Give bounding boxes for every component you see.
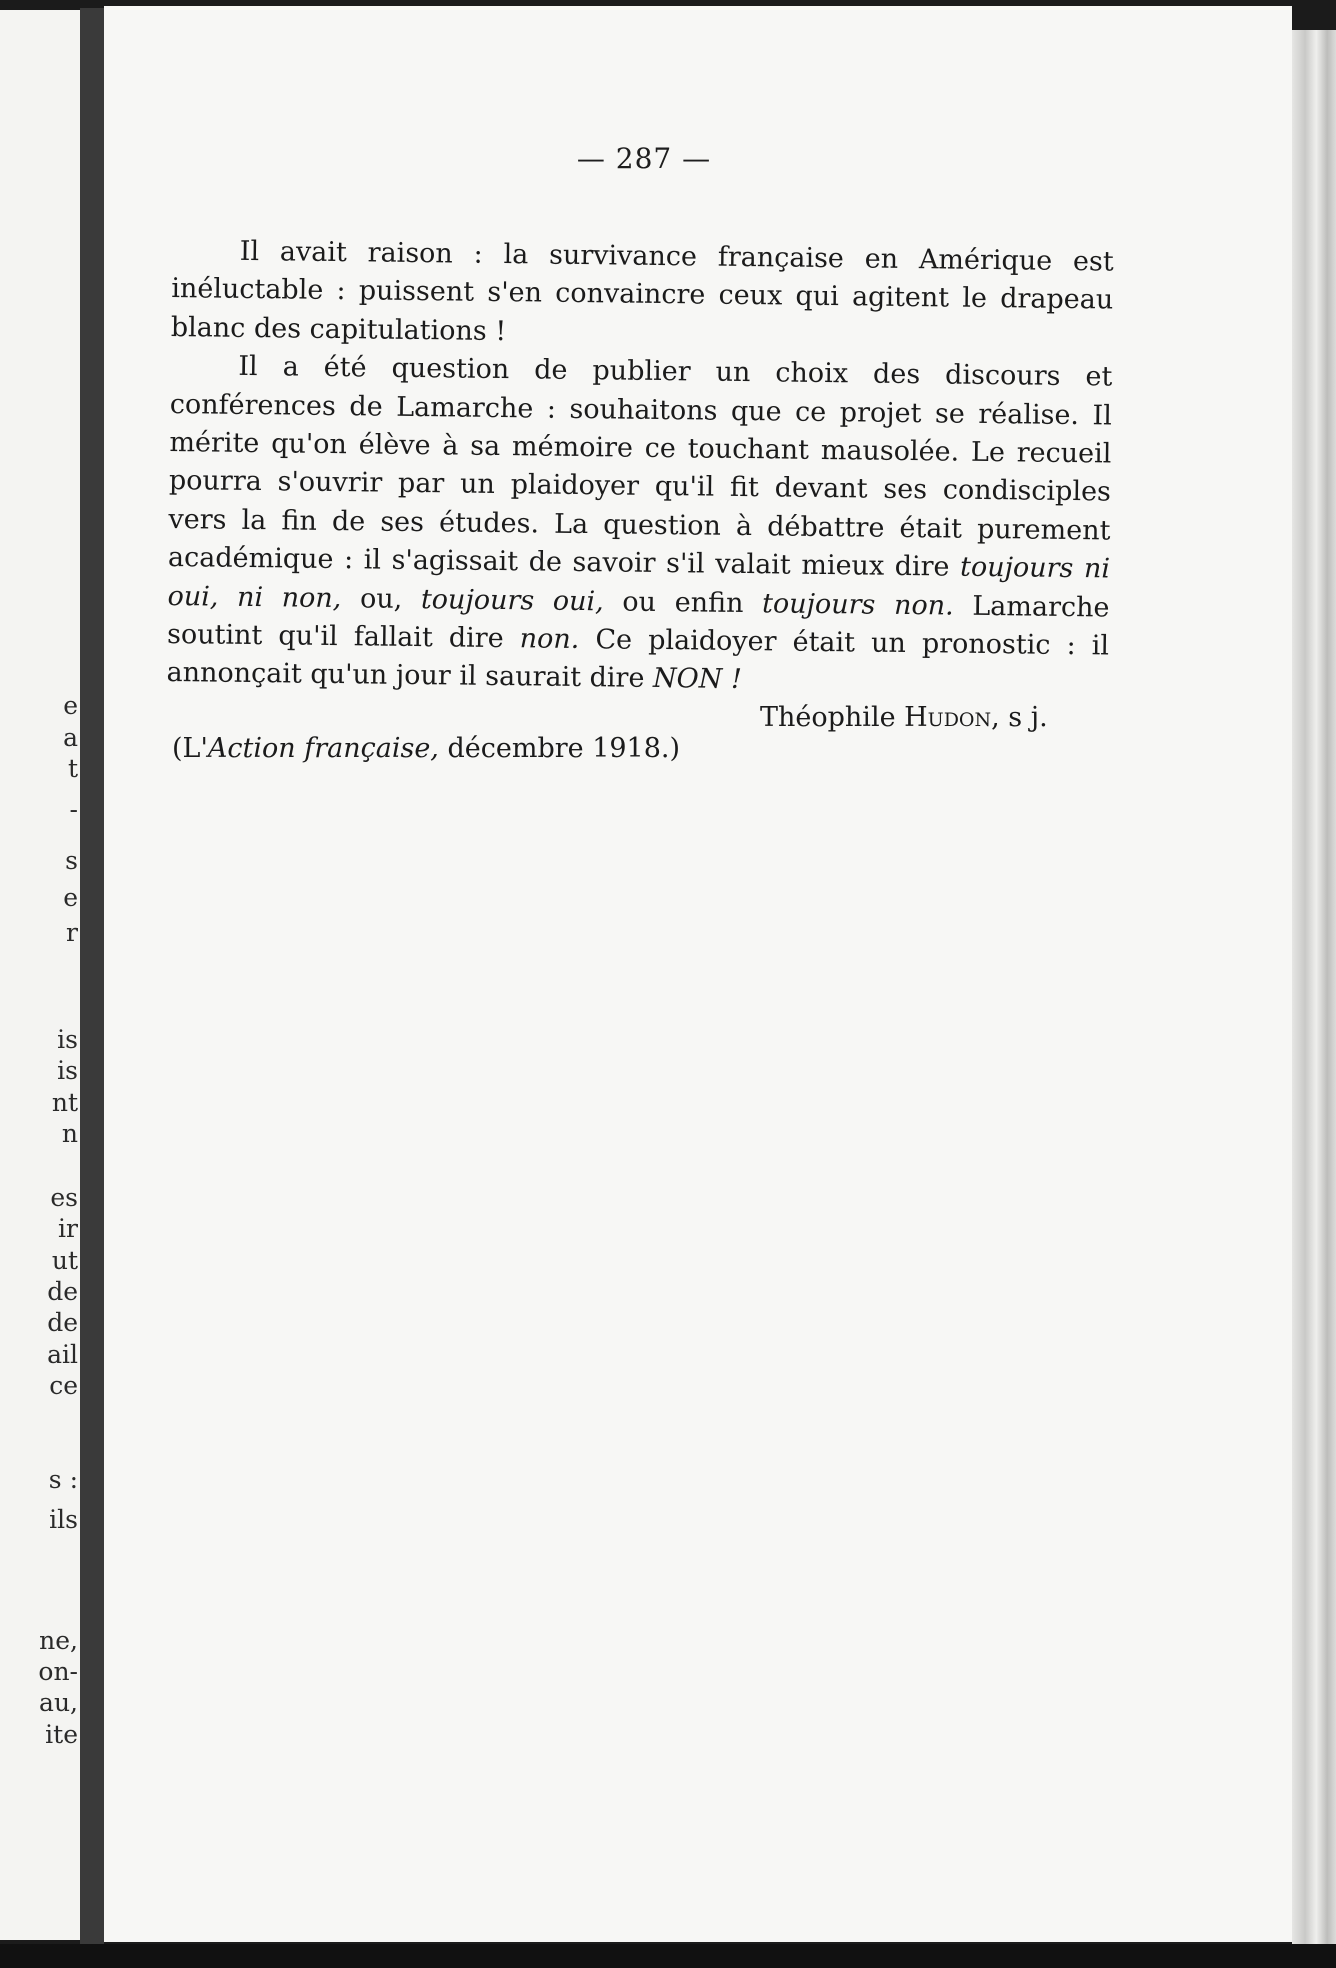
- left-page-text-fragment: es: [50, 1183, 78, 1212]
- paragraph-text: Il a été question de publier un choix des discours et conférences de Lamarche : souhaitons que ce projet se réalise. Il mérite qu'on élève à sa mémoire ce touchant mausolée. Le recueil pourra s'ouvrir par un plaidoyer qu'il fit devant ses condisciples vers la fin de ses études. La question à débattre était purement académique : il s'agissait de savoir s'il valait mieux dire: [167, 351, 1113, 583]
- left-page-text-fragment: s: [65, 846, 78, 875]
- author-last-name: Hudon: [904, 702, 992, 733]
- left-page-text-fragment: a: [63, 723, 78, 752]
- left-page-text-fragment: t: [67, 754, 78, 783]
- left-page-text-fragment: au,: [39, 1688, 78, 1717]
- left-page-text-fragment: de: [47, 1277, 78, 1306]
- left-page-text-fragment: de: [47, 1308, 78, 1337]
- left-page-text-fragment: ut: [51, 1246, 78, 1275]
- left-page-text-fragment: e: [63, 691, 78, 720]
- left-page-text-fragment: ail: [47, 1340, 78, 1369]
- italic-phrase: toujours oui,: [420, 583, 604, 617]
- left-page-text-fragment: ne,: [39, 1626, 78, 1655]
- paragraph-text: ou enfin: [603, 585, 763, 619]
- left-page-text-fragment: s :: [48, 1465, 78, 1494]
- author-first-name: Théophile: [760, 702, 905, 733]
- left-page-text-fragment: ite: [45, 1720, 78, 1749]
- italic-phrase: toujours ni oui, ni non,: [167, 551, 1111, 614]
- italic-phrase: non.: [519, 623, 580, 656]
- page-number: — 287 —: [576, 142, 712, 175]
- left-page-text-fragment: r: [66, 918, 78, 947]
- previous-page-fragment: [0, 10, 80, 1940]
- left-page-text-fragment: nt: [51, 1088, 78, 1117]
- left-page-text-fragment: e: [63, 883, 78, 912]
- source-citation: [172, 733, 680, 764]
- article-body: [166, 232, 1114, 704]
- italic-phrase: NON !: [652, 663, 743, 696]
- left-page-text-fragment: ce: [49, 1371, 78, 1400]
- citation-open: (L': [172, 733, 208, 764]
- paragraph: [166, 347, 1112, 704]
- left-page-text-fragment: is: [57, 1025, 78, 1054]
- left-page-text-fragment: is: [57, 1056, 78, 1085]
- italic-phrase: toujours non.: [761, 587, 954, 622]
- left-page-text-fragment: on-: [38, 1657, 78, 1686]
- paragraph-text: ou,: [341, 582, 422, 615]
- page-stack-edge: [1292, 30, 1336, 1945]
- left-page-text-fragment: ils: [49, 1505, 78, 1534]
- left-page-text-fragment: -: [69, 795, 78, 824]
- left-page-text-fragment: ir: [58, 1214, 78, 1243]
- journal-title: Action française,: [207, 733, 439, 764]
- paragraph-text: Ce plaidoyer était un pronostic : il annonçait qu'un jour il saurait dire: [166, 624, 1110, 695]
- book-gutter: [80, 8, 104, 1948]
- scan-bottom-border: [0, 1944, 1336, 1968]
- citation-date: décembre 1918.): [438, 733, 681, 764]
- author-signature: [760, 702, 1048, 733]
- paragraph: Il avait raison : la survivance française en Amérique est inéluctable : puissent s'en convaincre ceux qui agitent le drapeau blanc des capitulations !: [170, 235, 1114, 347]
- paragraph-text: Lamarche soutint qu'il fallait dire: [166, 590, 1110, 655]
- author-suffix: , s j.: [991, 702, 1048, 733]
- left-page-text-fragment: n: [61, 1119, 78, 1148]
